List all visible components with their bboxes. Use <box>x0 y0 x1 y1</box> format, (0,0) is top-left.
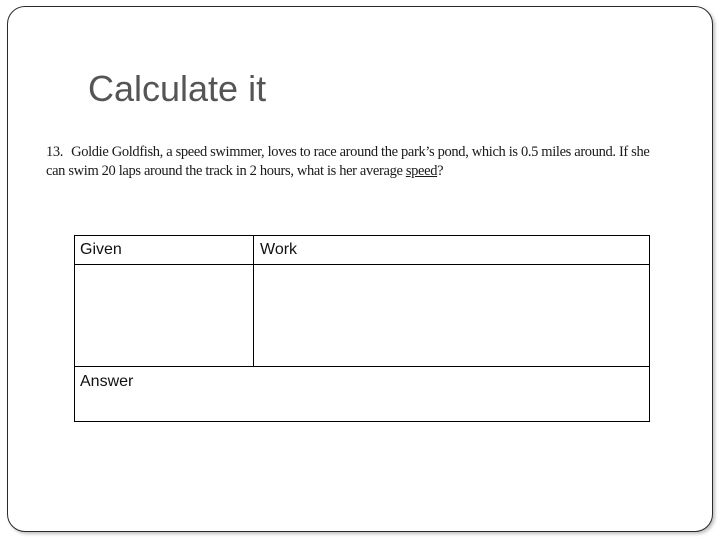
work-cell[interactable] <box>255 266 648 365</box>
problem-line-2 <box>46 162 666 181</box>
column-divider <box>253 236 254 367</box>
answer-divider <box>75 366 649 367</box>
header-divider <box>75 264 649 265</box>
problem-line-2-end: ? <box>437 163 444 179</box>
slide-title: Calculate it <box>88 68 267 109</box>
slide-frame <box>7 6 713 532</box>
answer-cell[interactable] <box>75 368 648 420</box>
given-header: Given <box>80 241 122 258</box>
problem-line-1 <box>46 143 666 162</box>
problem-line-1-text: Goldie Goldfish, a speed swimmer, loves to race around the park’s pond, which is 0.5 miles around. If she <box>71 144 650 160</box>
problem-line-2-text: can swim 20 laps around the track in 2 hours, what is her average <box>46 163 406 179</box>
underlined-word-speed: speed <box>405 163 438 179</box>
answer-label: Answer <box>80 373 134 390</box>
problem-number: 13. <box>46 144 64 160</box>
work-header: Work <box>260 241 298 258</box>
problem-text <box>46 143 666 181</box>
worksheet-table <box>74 235 650 422</box>
given-cell[interactable] <box>75 266 252 365</box>
